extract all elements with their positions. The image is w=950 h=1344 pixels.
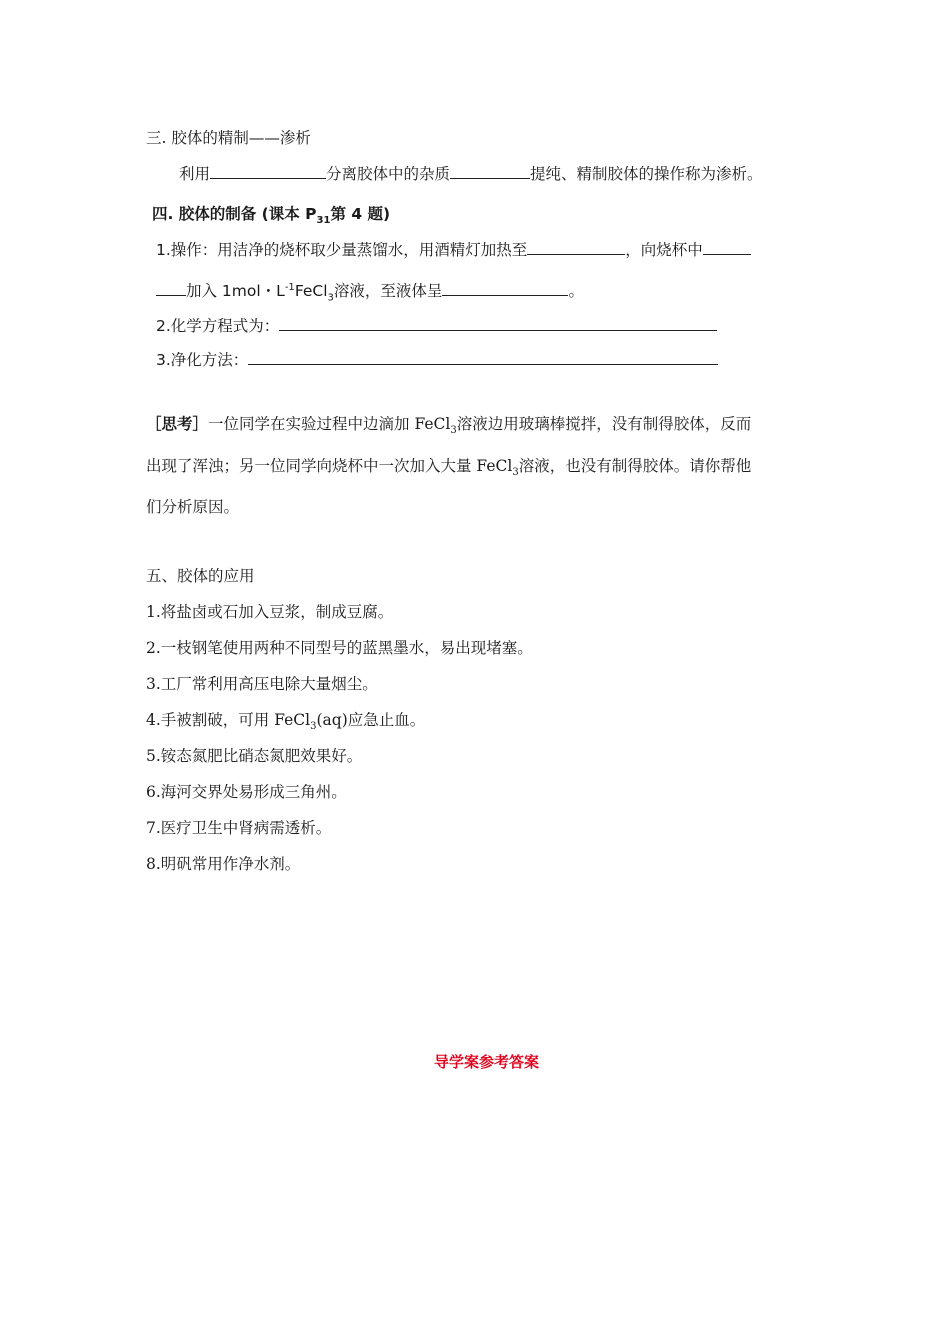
sec4-op2-sub: 3: [327, 292, 334, 304]
think-l1-a: 一位同学在实验过程中边滴加 FeCl: [208, 415, 451, 433]
sec4-op2-d: 。: [568, 282, 584, 301]
list-item: 2.一枝钢笔使用两种不同型号的蓝黑墨水，易出现堵塞。: [146, 639, 533, 657]
list-item: 5.铵态氮肥比硝态氮肥效果好。: [146, 747, 363, 765]
item4-sub: 3: [310, 721, 317, 733]
think-l1-b: 溶液边用玻璃棒搅拌，没有制得胶体，反而: [456, 415, 752, 433]
sec4-op-b: ，向烧杯中: [625, 241, 703, 259]
sec4-purify: [156, 350, 718, 370]
list-item: 7.医疗卫生中肾病需透析。: [146, 819, 332, 837]
answer-title: 导学案参考答案: [434, 1053, 540, 1071]
list-item: 1.将盐卤或石加入豆浆，制成豆腐。: [146, 603, 394, 621]
item4-text: 4.手被割破，可用 FeCl: [146, 711, 311, 729]
sec4-title-sub: 31: [316, 215, 331, 227]
think-line2: [146, 456, 751, 483]
list-item: 3.工厂常利用高压电除大量烟尘。: [146, 675, 378, 693]
think-l2-sub: 3: [512, 467, 519, 479]
sec4-op2-a: 加入 1mol・L: [186, 282, 285, 301]
section-5-title: 五、胶体的应用: [146, 567, 255, 585]
think-l1-sub: 3: [450, 425, 457, 437]
fill-blank: [210, 164, 326, 179]
sec4-op2-sup: -1: [284, 282, 295, 293]
fill-blank: [527, 240, 625, 255]
sec4-title-b: 第 4 题): [330, 205, 391, 223]
section-4-title: [152, 204, 390, 231]
sec4-purify-label: 3.净化方法：: [156, 351, 249, 369]
sec4-title-a: 四. 胶体的制备 (课本 P: [152, 205, 317, 223]
sec4-op2-c: 溶液，至液体呈: [333, 282, 443, 301]
fill-blank: [248, 350, 718, 365]
list-item: 8.明矾常用作净水剂。: [146, 855, 301, 873]
think-tag: ［思考］: [146, 414, 209, 433]
think-l2-a: 出现了浑浊；另一位同学向烧杯中一次加入大量 FeCl: [146, 457, 513, 475]
fill-blank: [450, 164, 530, 179]
fill-blank: [279, 316, 717, 331]
think-l2-b: 溶液，也没有制得胶体。请你帮他: [518, 457, 752, 475]
sec3-text-c: 提纯、精制胶体的操作称为渗析。: [530, 165, 763, 183]
sec4-equation: [156, 316, 717, 336]
sec3-text-b: 分离胶体中的杂质: [326, 165, 451, 183]
sec4-operation-line2: [156, 278, 584, 308]
item4-tail: (aq)应急止血。: [316, 711, 426, 729]
sec4-op-a: 1.操作：用洁净的烧杯取少量蒸馏水，用酒精灯加热至: [156, 241, 528, 259]
fill-blank: [442, 281, 568, 296]
sec4-op2-b: FeCl: [294, 282, 328, 301]
section-3-text: [179, 164, 763, 184]
fill-blank: [156, 281, 186, 296]
fill-blank: [703, 240, 751, 255]
section-3-title: 三. 胶体的精制——渗析: [146, 129, 311, 147]
think-line3: 们分析原因。: [146, 498, 240, 516]
list-item: [146, 710, 425, 737]
list-item: 6.海河交界处易形成三角州。: [146, 783, 347, 801]
sec4-eq-label: 2.化学方程式为：: [156, 317, 280, 335]
sec4-operation-line1: [156, 240, 751, 260]
think-line1: [146, 414, 751, 441]
sec3-text-a: 利用: [179, 165, 211, 183]
